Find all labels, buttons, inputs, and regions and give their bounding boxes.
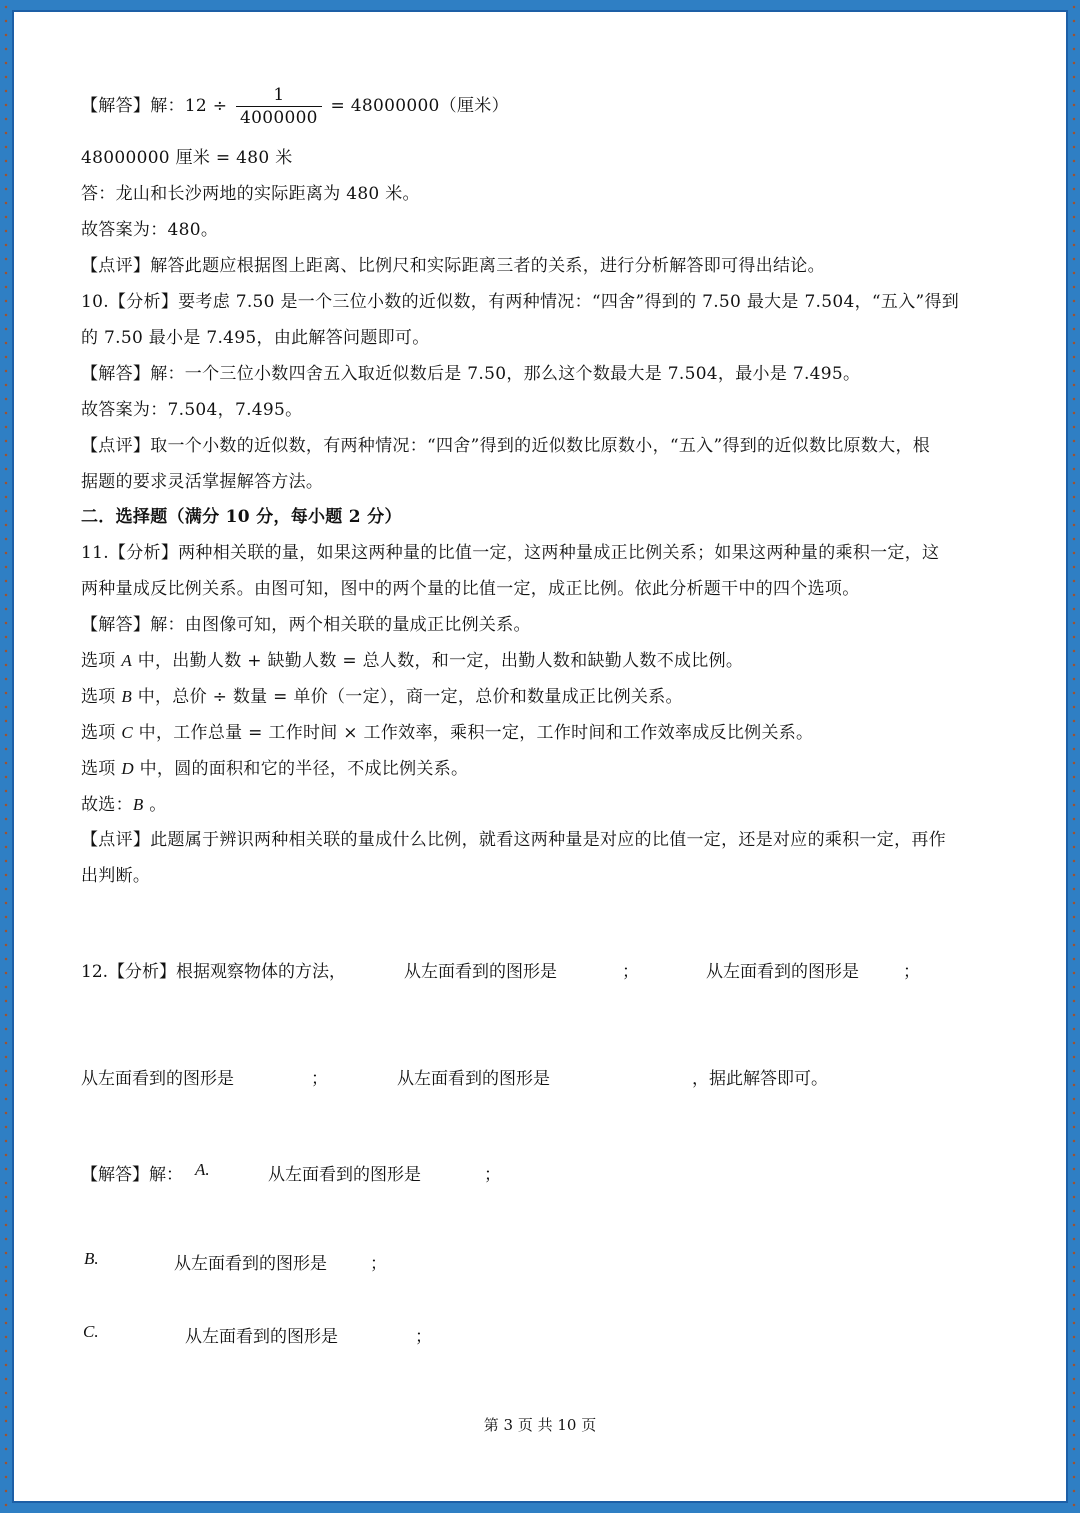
choice-line: [81, 790, 167, 815]
option-prefix: 选项: [81, 723, 122, 743]
text-line: 故答案为：7.504，7.495。: [81, 400, 303, 420]
answer-result: = 48000000（厘米）: [324, 96, 509, 116]
option-letter: C: [121, 723, 133, 742]
option-text: 中，工作总量 = 工作时间 × 工作效率，乘积一定，工作时间和工作效率成反比例关系。: [132, 723, 814, 743]
q12-separator: ；: [484, 1165, 501, 1185]
option-text: 中，出勤人数 + 缺勤人数 = 总人数，和一定，出勤人数和缺勤人数不成比例。: [132, 651, 744, 671]
choice-end: 。: [143, 795, 167, 815]
text-line: 答：龙山和长沙两地的实际距离为 480 米。: [81, 184, 420, 204]
text-line: 两种量成反比例关系。由图可知，图中的两个量的比值一定，成正比例。依此分析题干中的四个选项。: [81, 579, 860, 599]
option-letter: B: [121, 687, 132, 706]
answer-prefix: 【解答】解：12 ÷: [81, 96, 233, 116]
q12-option-label: A.: [195, 1160, 210, 1179]
q12-view-text: 从左面看到的图形是: [185, 1327, 338, 1347]
option-prefix: 选项: [81, 651, 122, 671]
fraction-numerator: 1: [236, 84, 322, 107]
text-line: 据题的要求灵活掌握解答方法。: [81, 472, 324, 492]
option-a-line: [81, 646, 743, 671]
q12-separator: ；: [370, 1254, 387, 1274]
choice-prefix: 故选：: [81, 795, 133, 815]
q12-view-text: 从左面看到的图形是: [397, 1069, 550, 1089]
option-prefix: 选项: [81, 687, 122, 707]
text-line: 【点评】解答此题应根据图上距离、比例尺和实际距离三者的关系，进行分析解答即可得出结论。: [81, 256, 825, 276]
q12-view-text: 从左面看到的图形是: [706, 962, 859, 982]
q12-separator: ；: [311, 1069, 328, 1089]
option-prefix: 选项: [81, 759, 122, 779]
q12-separator: ；: [622, 962, 639, 982]
q12-view-text: 从左面看到的图形是: [404, 962, 557, 982]
text-line: 故答案为：480。: [81, 220, 219, 240]
option-text: 中，总价 ÷ 数量 = 单价（一定），商一定，总价和数量成正比例关系。: [132, 687, 683, 707]
text-line: 【解答】解：由图像可知，两个相关联的量成正比例关系。: [81, 615, 531, 635]
option-c-line: [81, 718, 813, 743]
choice-letter: B: [132, 795, 144, 814]
q12-view-text: 从左面看到的图形是: [174, 1254, 327, 1274]
q12-separator: ；: [903, 962, 920, 982]
q12-ending: ，据此解答即可。: [692, 1069, 828, 1089]
fraction-denominator: 4000000: [239, 108, 318, 128]
option-letter: D: [121, 759, 134, 778]
text-line: 的 7.50 最小是 7.495，由此解答问题即可。: [81, 328, 430, 348]
text-line: 48000000 厘米 = 480 米: [81, 148, 293, 168]
option-letter: A: [121, 651, 132, 670]
text-line: 出判断。: [81, 866, 151, 886]
answer-line-1: [81, 84, 509, 129]
option-b-line: [81, 682, 683, 707]
q12-separator: ；: [415, 1327, 432, 1347]
option-text: 中，圆的面积和它的半径，不成比例关系。: [133, 759, 469, 779]
q12-option-label: B.: [84, 1249, 99, 1268]
text-line: 【解答】解：一个三位小数四舍五入取近似数后是 7.50，那么这个数最大是 7.504，最小是 7.495。: [81, 364, 861, 384]
q12-analysis-lead: 12.【分析】根据观察物体的方法，: [81, 962, 347, 982]
page-number-footer: 第 3 页 共 10 页: [483, 1416, 597, 1434]
q12-answer-prefix: 【解答】解：: [81, 1165, 183, 1185]
q12-view-text: 从左面看到的图形是: [268, 1165, 421, 1185]
text-line: 11.【分析】两种相关联的量，如果这两种量的比值一定，这两种量成正比例关系；如果这两种量的乘积一定，这: [81, 543, 940, 563]
text-line: 【点评】此题属于辨识两种相关联的量成什么比例，就看这两种量是对应的比值一定，还是对应的乘积一定，再作: [81, 830, 946, 850]
q12-option-label: C.: [83, 1322, 99, 1341]
text-line: 10.【分析】要考虑 7.50 是一个三位小数的近似数，有两种情况：“四舍”得到的 7.50 最大是 7.504，“五入”得到: [81, 292, 960, 312]
section-heading: 二．选择题（满分 10 分，每小题 2 分）: [81, 507, 402, 527]
option-d-line: [81, 754, 468, 779]
q12-view-text: 从左面看到的图形是: [81, 1069, 234, 1089]
text-line: 【点评】取一个小数的近似数，有两种情况：“四舍”得到的近似数比原数小，“五入”得到的近似数比原数大，根: [81, 436, 931, 456]
fraction: [236, 84, 322, 129]
